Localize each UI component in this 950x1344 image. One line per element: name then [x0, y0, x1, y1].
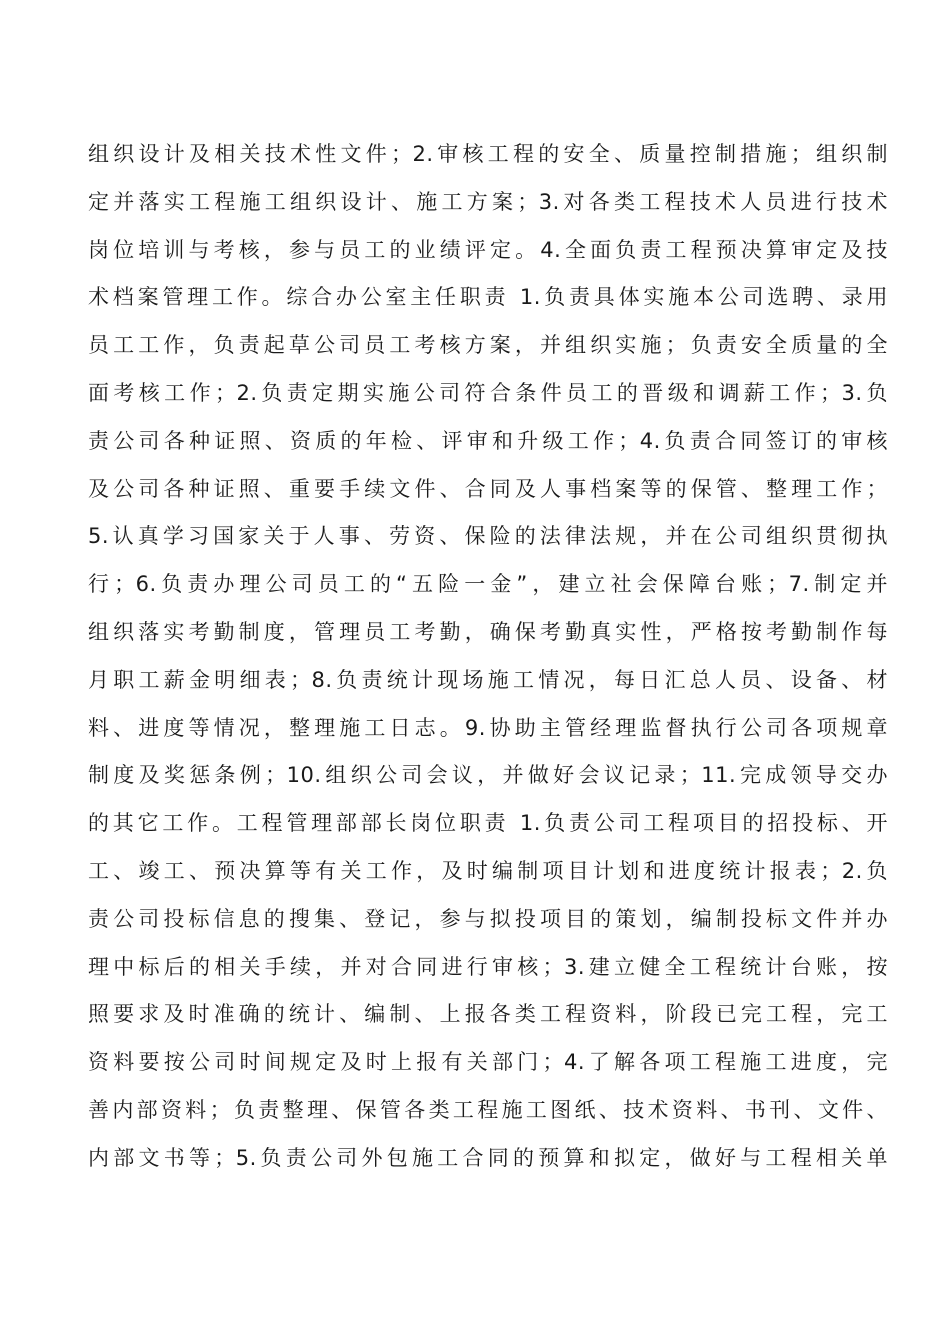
text-line: 组织落实考勤制度，管理员工考勤，确保考勤真实性，严格按考勤制作每 [88, 619, 888, 644]
text-line: 理中标后的相关手续，并对合同进行审核；3.建立健全工程统计台账，按 [88, 954, 888, 979]
text-line: 月职工薪金明细表；8.负责统计现场施工情况，每日汇总人员、设备、材 [88, 667, 888, 692]
text-line: 照要求及时准确的统计、编制、上报各类工程资料，阶段已完工程，完工 [88, 1002, 888, 1027]
text-line: 善内部资料；负责整理、保管各类工程施工图纸、技术资料、书刊、文件、 [88, 1097, 888, 1122]
text-line: 责公司各种证照、资质的年检、评审和升级工作；4.负责合同签订的审核 [88, 428, 888, 453]
text-line: 责公司投标信息的搜集、登记，参与拟投项目的策划，编制投标文件并办 [88, 906, 888, 931]
text-line: 面考核工作；2.负责定期实施公司符合条件员工的晋级和调薪工作；3.负 [88, 380, 888, 405]
text-line: 工、竣工、预决算等有关工作，及时编制项目计划和进度统计报表；2.负 [88, 858, 888, 883]
text-line: 5.认真学习国家关于人事、劳资、保险的法律法规，并在公司组织贯彻执 [88, 524, 888, 549]
text-line: 资料要按公司时间规定及时上报有关部门；4.了解各项工程施工进度，完 [88, 1050, 888, 1075]
body-text [88, 131, 888, 1183]
text-line: 定并落实工程施工组织设计、施工方案；3.对各类工程技术人员进行技术 [88, 189, 888, 214]
text-line: 内部文书等；5.负责公司外包施工合同的预算和拟定，做好与工程相关单 [88, 1145, 888, 1170]
text-line: 员工工作，负责起草公司员工考核方案，并组织实施；负责安全质量的全 [88, 333, 888, 358]
text-line: 行；6.负责办理公司员工的“五险一金”，建立社会保障台账；7.制定并 [88, 572, 888, 597]
text-line: 及公司各种证照、重要手续文件、合同及人事档案等的保管、整理工作； [88, 476, 888, 501]
text-line: 岗位培训与考核，参与员工的业绩评定。4.全面负责工程预决算审定及技 [88, 237, 888, 262]
text-line: 制度及奖惩条例；10.组织公司会议，并做好会议记录；11.完成领导交办 [88, 763, 888, 788]
text-line: 组织设计及相关技术性文件；2.审核工程的安全、质量控制措施；组织制 [88, 142, 888, 166]
text-line: 的其它工作。工程管理部部长岗位职责 1.负责公司工程项目的招投标、开 [88, 811, 888, 836]
text-line: 料、进度等情况，整理施工日志。9.协助主管经理监督执行公司各项规章 [88, 715, 888, 740]
text-line: 术档案管理工作。综合办公室主任职责 1.负责具体实施本公司选聘、录用 [88, 285, 888, 310]
